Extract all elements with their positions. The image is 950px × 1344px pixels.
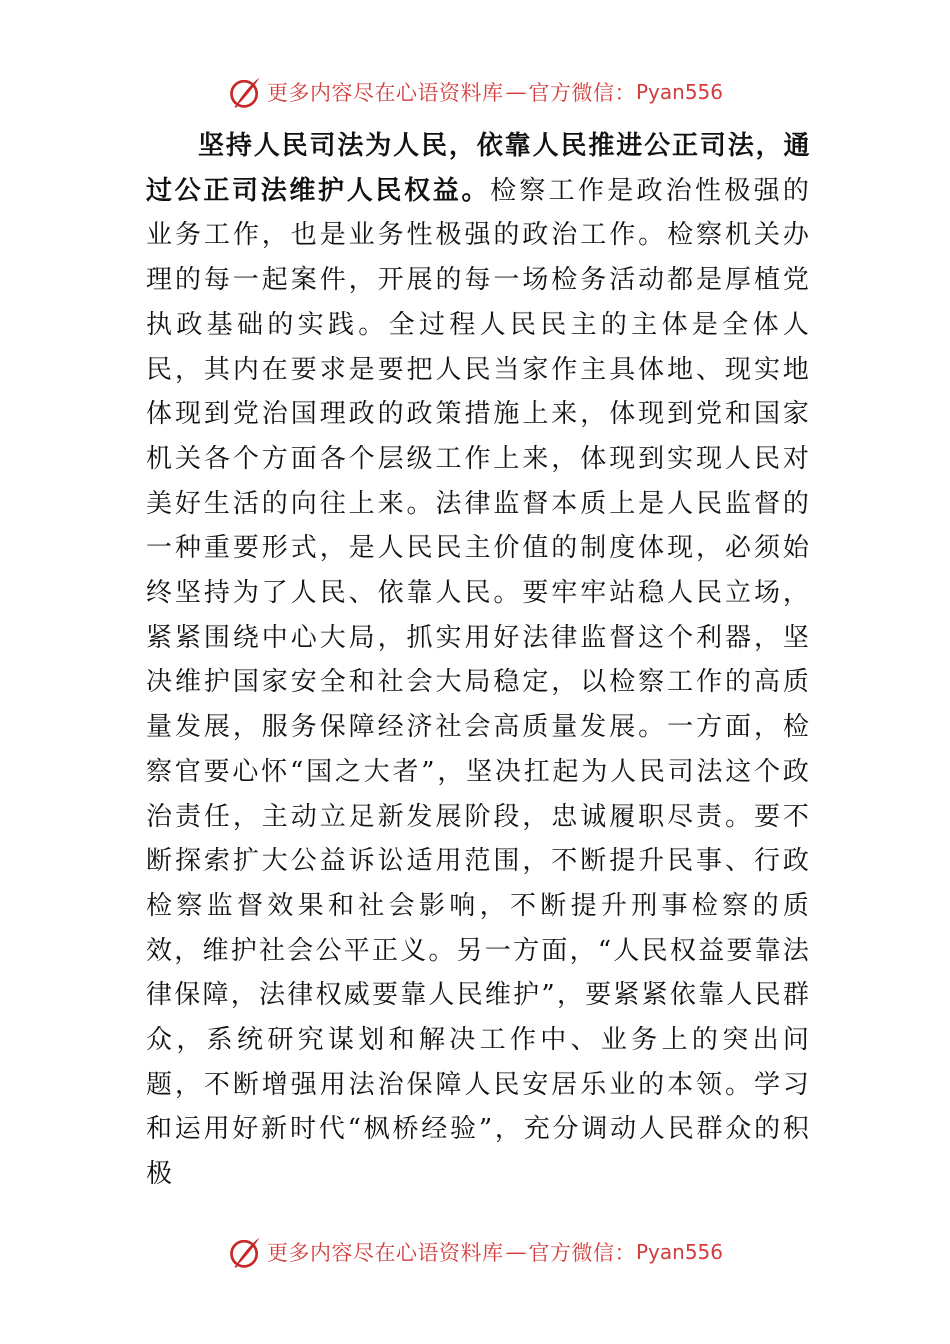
- footer-promo-text: 更多内容尽在心语资料库: [266, 1241, 504, 1265]
- lead-sentence: 坚持人民司法为人民，依靠人民推进公正司法，通过公正司法维护人民权益。: [146, 131, 811, 206]
- header-banner: [0, 72, 950, 112]
- header-promo-text: 更多内容尽在心语资料库: [266, 81, 504, 105]
- header-contact-label: 官方微信：: [528, 81, 636, 105]
- header-separator: —: [505, 80, 527, 104]
- paragraph-text: 检察工作是政治性极强的业务工作，也是业务性极强的政治工作。检察机关办理的每一起案件，开展的每一场检务活动都是厚植党执政基础的实践。全过程人民民主的主体是全体人民，其内在要求是要把人民当家作主具体地、现实地体现到党治国理政的政策措施上来，体现到党和国家机关各个方面各个层级工作上来，体现到实现人民对美好生活的向往上来。法律监督本质上是人民监督的一种重要形式，是人民民主价值的制度体现，必须始终坚持为了人民、依靠人民。要牢牢站稳人民立场，紧紧围绕中心大局，抓实用好法律监督这个利器，坚决维护国家安全和社会大局稳定，以检察工作的高质量发展，服务保障经济社会高质量发展。一方面，检察官要心怀“国之大者”，坚决扛起为人民司法这个政治责任，主动立足新发展阶段，忠诚履职尽责。要不断探索扩大公益诉讼适用范围，不断提升民事、行政检察监督效果和社会影响，不断提升刑事检察的质效，维护社会公平正义。另一方面，“人民权益要靠法律保障，法律权威要靠人民维护”，要紧紧依靠人民群众，系统研究谋划和解决工作中、业务上的突出问题，不断增强用法治保障人民安居乐业的本领。学习和运用好新时代“枫桥经验”，充分调动人民群众的积极: [146, 175, 811, 1190]
- footer-contact-id: Pyan556: [635, 1240, 723, 1264]
- header-contact-id: Pyan556: [635, 80, 723, 104]
- footer-banner: [0, 1232, 950, 1272]
- footer-contact-label: 官方微信：: [528, 1241, 636, 1265]
- quill-pen-logo-icon: [227, 1234, 263, 1270]
- footer-separator: —: [505, 1240, 527, 1264]
- quill-pen-logo-icon: [227, 74, 263, 110]
- document-body: [146, 124, 811, 1197]
